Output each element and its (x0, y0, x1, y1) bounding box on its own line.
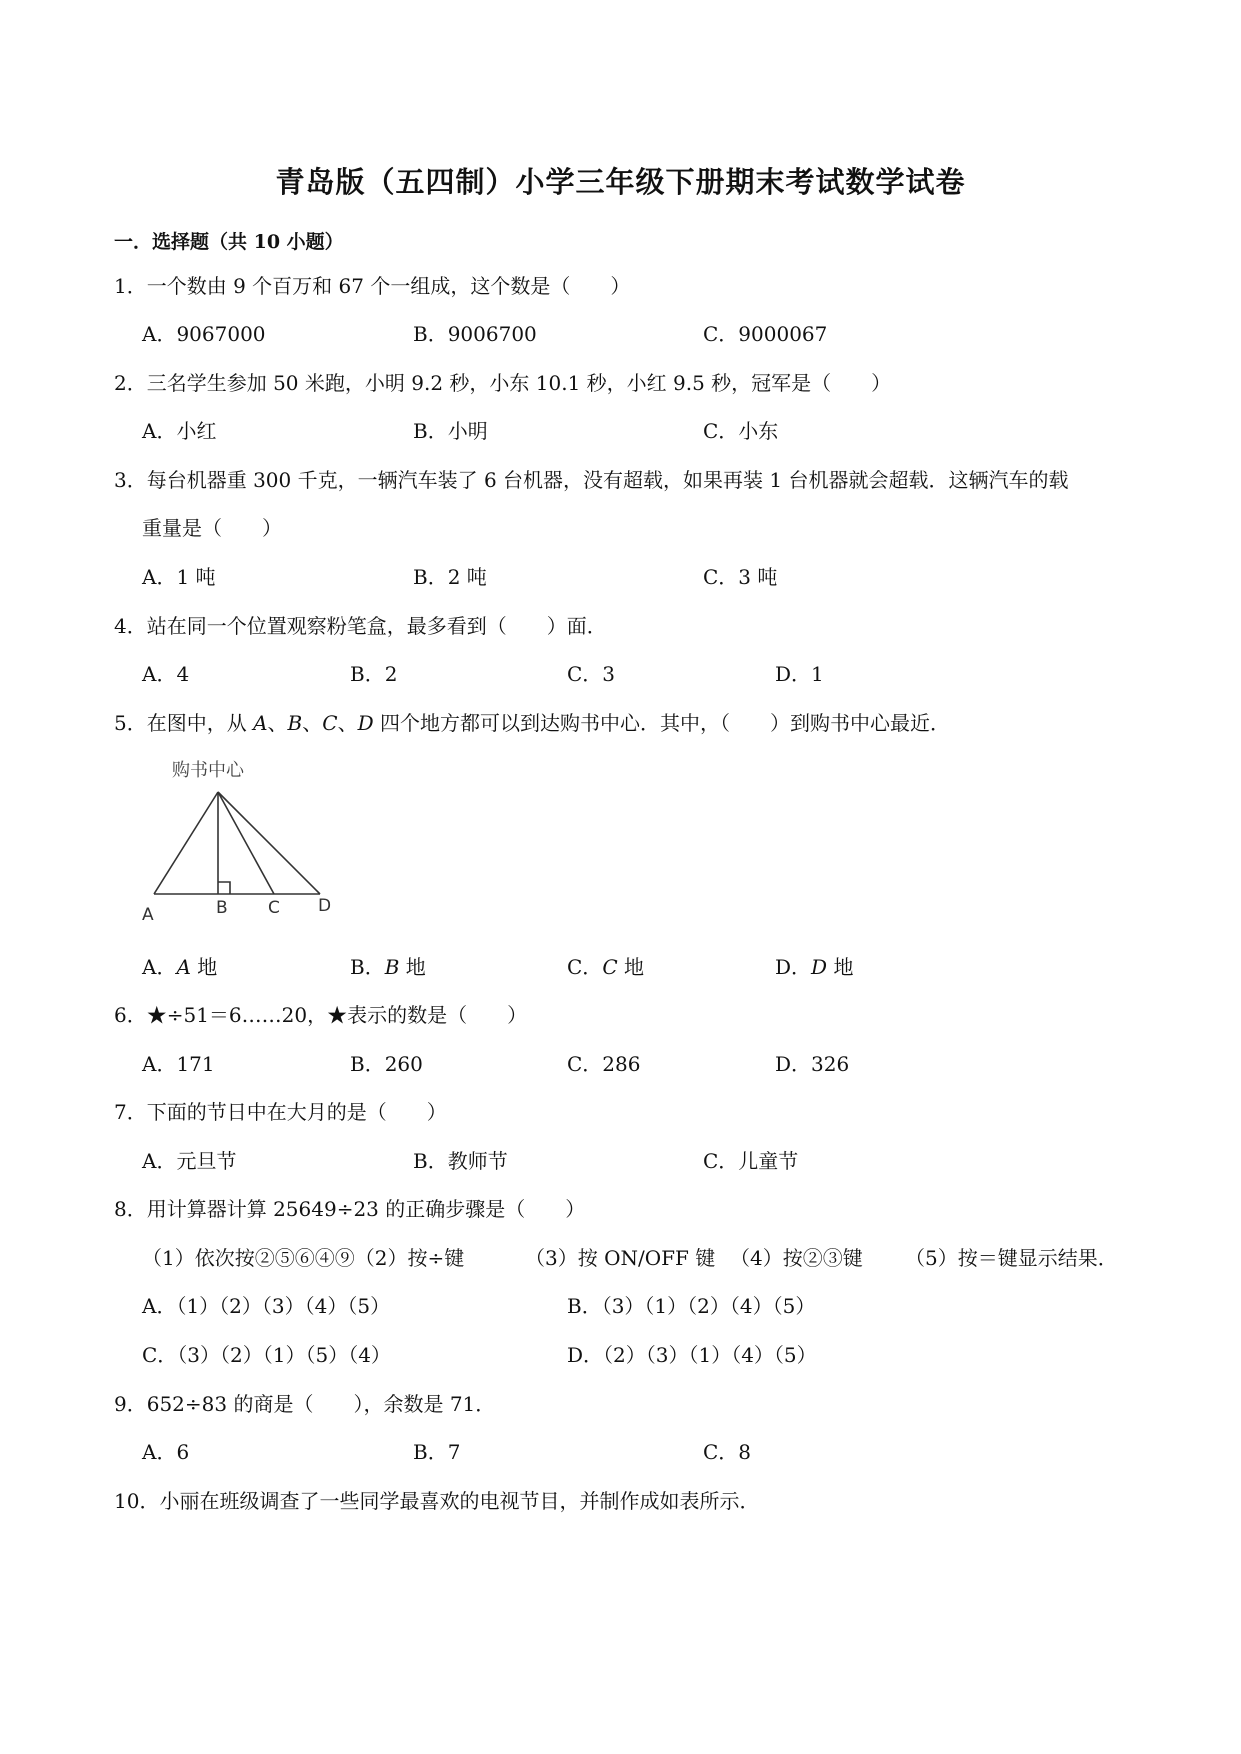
question-6: 6．★÷51＝6……20，★表示的数是（ ） (114, 1003, 528, 1027)
figure-label-b: B (216, 898, 228, 918)
q4-option-a[interactable]: A．4 (142, 662, 190, 686)
line-to-a (154, 792, 218, 894)
opt-suffix: 地 (833, 955, 854, 979)
opt-suffix: 地 (405, 955, 426, 979)
page-title: 青岛版（五四制）小学三年级下册期末考试数学试卷 (275, 165, 966, 199)
q3-option-c[interactable]: C．3 吨 (703, 565, 778, 589)
q8-option-a[interactable]: A．（1）（2）（3）（4）（5） (142, 1294, 391, 1318)
opt-prefix: C． (567, 955, 603, 979)
right-angle-mark (218, 882, 230, 894)
opt-var: A (176, 955, 191, 979)
q5-point-a: A (253, 711, 268, 735)
q4-option-d[interactable]: D．1 (775, 662, 824, 686)
q8-step-4: （4）按②③键 (730, 1246, 863, 1270)
question-3-cont: 重量是（ ） (142, 516, 282, 540)
q5-option-a[interactable] (142, 953, 217, 981)
opt-var: D (811, 955, 828, 979)
q8-option-d[interactable]: D．（2）（3）（1）（4）（5） (567, 1343, 817, 1367)
q5-sep: 、 (267, 711, 288, 735)
figure-label-a: A (142, 905, 154, 925)
opt-prefix: A． (142, 955, 177, 979)
opt-var: C (602, 955, 618, 979)
opt-prefix: B． (350, 955, 385, 979)
q6-option-d[interactable]: D．326 (775, 1052, 850, 1076)
q3-option-b[interactable]: B．2 吨 (413, 565, 487, 589)
q6-option-c[interactable]: C．286 (567, 1052, 641, 1076)
q9-option-b[interactable]: B．7 (413, 1440, 461, 1464)
q5-point-c: C (322, 711, 338, 735)
q8-option-c[interactable]: C．（3）（2）（1）（5）（4） (142, 1343, 391, 1367)
q5-point-d: D (357, 711, 374, 735)
opt-prefix: D． (775, 955, 812, 979)
opt-var: B (384, 955, 400, 979)
opt-suffix: 地 (197, 955, 218, 979)
q5-option-b[interactable] (350, 953, 426, 981)
q7-option-b[interactable]: B．教师节 (413, 1149, 508, 1173)
question-8: 8．用计算器计算 25649÷23 的正确步骤是（ ） (114, 1197, 586, 1221)
section-heading: 一．选择题（共 10 小题） (114, 231, 344, 253)
question-9: 9．652÷83 的商是（ ），余数是 71． (114, 1392, 496, 1416)
figure-top-label: 购书中心 (172, 760, 244, 781)
line-to-d (218, 792, 320, 894)
q5-sep: 、 (302, 711, 323, 735)
q1-option-a[interactable]: A．9067000 (142, 322, 266, 346)
q8-step-3: （3）按 ON/OFF 键 (525, 1246, 716, 1270)
line-to-c (218, 792, 274, 894)
q2-option-a[interactable]: A．小红 (142, 419, 217, 443)
q5-sep: 、 (337, 711, 358, 735)
figure-label-c: C (268, 898, 280, 918)
q6-option-b[interactable]: B．260 (350, 1052, 423, 1076)
question-1: 1．一个数由 9 个百万和 67 个一组成，这个数是（ ） (114, 274, 631, 298)
q5-point-b: B (287, 711, 303, 735)
q6-option-a[interactable]: A．171 (142, 1052, 215, 1076)
q9-option-c[interactable]: C．8 (703, 1440, 752, 1464)
q1-option-b[interactable]: B．9006700 (413, 322, 537, 346)
q9-option-a[interactable]: A．6 (142, 1440, 190, 1464)
question-5 (114, 709, 950, 737)
q5-option-c[interactable] (567, 953, 644, 981)
question-4: 4．站在同一个位置观察粉笔盒，最多看到（ ）面． (114, 614, 607, 638)
question-2: 2．三名学生参加 50 米跑，小明 9.2 秒，小东 10.1 秒，小红 9.5 秒，冠军是（ ） (114, 371, 892, 395)
q8-step-5: （5）按＝键显示结果． (905, 1246, 1118, 1270)
q7-option-a[interactable]: A．元旦节 (142, 1149, 237, 1173)
question-10: 10．小丽在班级调查了一些同学最喜欢的电视节目，并制作成如表所示． (114, 1489, 760, 1513)
q3-option-a[interactable]: A．1 吨 (142, 565, 216, 589)
q7-option-c[interactable]: C．儿童节 (703, 1149, 799, 1173)
q5-text-a: 5．在图中，从 (114, 711, 254, 735)
q4-option-c[interactable]: C．3 (567, 662, 616, 686)
q1-option-c[interactable]: C．9000067 (703, 322, 828, 346)
q2-option-b[interactable]: B．小明 (413, 419, 488, 443)
q5-figure (140, 752, 340, 932)
q5-text-b: 四个地方都可以到达购书中心．其中，（ ）到购书中心最近． (373, 711, 950, 735)
question-3: 3．每台机器重 300 千克，一辆汽车装了 6 台机器，没有超载，如果再装 1 台机器就会超载．这辆汽车的载 (114, 468, 1069, 492)
q4-option-b[interactable]: B．2 (350, 662, 398, 686)
q5-option-d[interactable] (775, 953, 853, 981)
opt-suffix: 地 (623, 955, 644, 979)
q8-option-b[interactable]: B．（3）（1）（2）（4）（5） (567, 1294, 816, 1318)
question-7: 7．下面的节日中在大月的是（ ） (114, 1100, 447, 1124)
q2-option-c[interactable]: C．小东 (703, 419, 779, 443)
figure-label-d: D (318, 896, 332, 916)
q8-step-1-2: （1）依次按②⑤⑥④⑨（2）按÷键 (142, 1246, 465, 1270)
